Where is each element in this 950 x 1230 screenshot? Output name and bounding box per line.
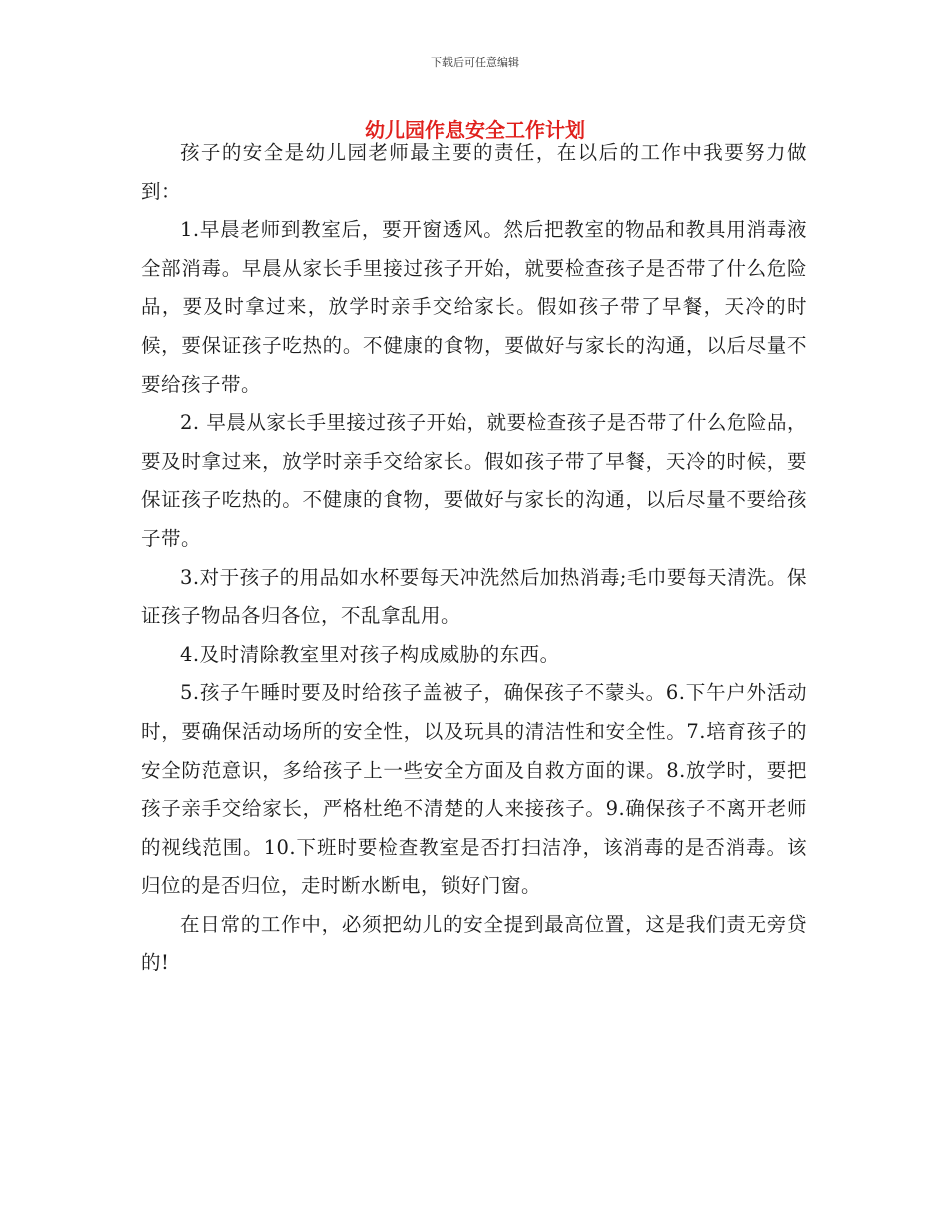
document-body: [141, 134, 807, 983]
paragraph-item-2: 2. 早晨从家长手里接过孩子开始，就要检查孩子是否带了什么危险品，要及时拿过来，放学时亲手交给家长。假如孩子带了早餐，天冷的时候，要保证孩子吃热的。不健康的食物，要做好与家长的沟通，以后尽量不要给孩子带。: [141, 411, 807, 550]
paragraph-item-5-10: 5.孩子午睡时要及时给孩子盖被子，确保孩子不蒙头。6.下午户外活动时，要确保活动场所的安全性，以及玩具的清洁性和安全性。7.培育孩子的安全防范意识，多给孩子上一些安全方面及自救方面的课。8.放学时，要把孩子亲手交给家长，严格杜绝不清楚的人来接孩子。9.确保孩子不离开老师的视线范围。10.下班时要检查教室是否打扫洁净，该消毒的是否消毒。该归位的是否归位，走时断水断电，锁好门窗。: [141, 681, 807, 898]
paragraph-item-4: 4.及时清除教室里对孩子构成威胁的东西。: [180, 642, 560, 666]
paragraph-intro: 孩子的安全是幼儿园老师最主要的责任，在以后的工作中我要努力做到：: [141, 141, 807, 203]
header-note: 下载后可任意编辑: [431, 56, 519, 69]
paragraph-conclusion: 在日常的工作中，必须把幼儿的安全提到最高位置，这是我们责无旁贷的!: [141, 912, 807, 975]
document-title: 幼儿园作息安全工作计划: [365, 118, 585, 142]
paragraph-item-3: 3.对于孩子的用品如水杯要每天冲洗然后加热消毒;毛巾要每天清洗。保证孩子物品各归各位，不乱拿乱用。: [141, 565, 807, 628]
paragraph-item-1: 1.早晨老师到教室后，要开窗透风。然后把教室的物品和教具用消毒液全部消毒。早晨从家长手里接过孩子开始，就要检查孩子是否带了什么危险品，要及时拿过来，放学时亲手交给家长。假如孩子带了早餐，天冷的时候，要保证孩子吃热的。不健康的食物，要做好与家长的沟通，以后尽量不要给孩子带。: [141, 218, 807, 396]
